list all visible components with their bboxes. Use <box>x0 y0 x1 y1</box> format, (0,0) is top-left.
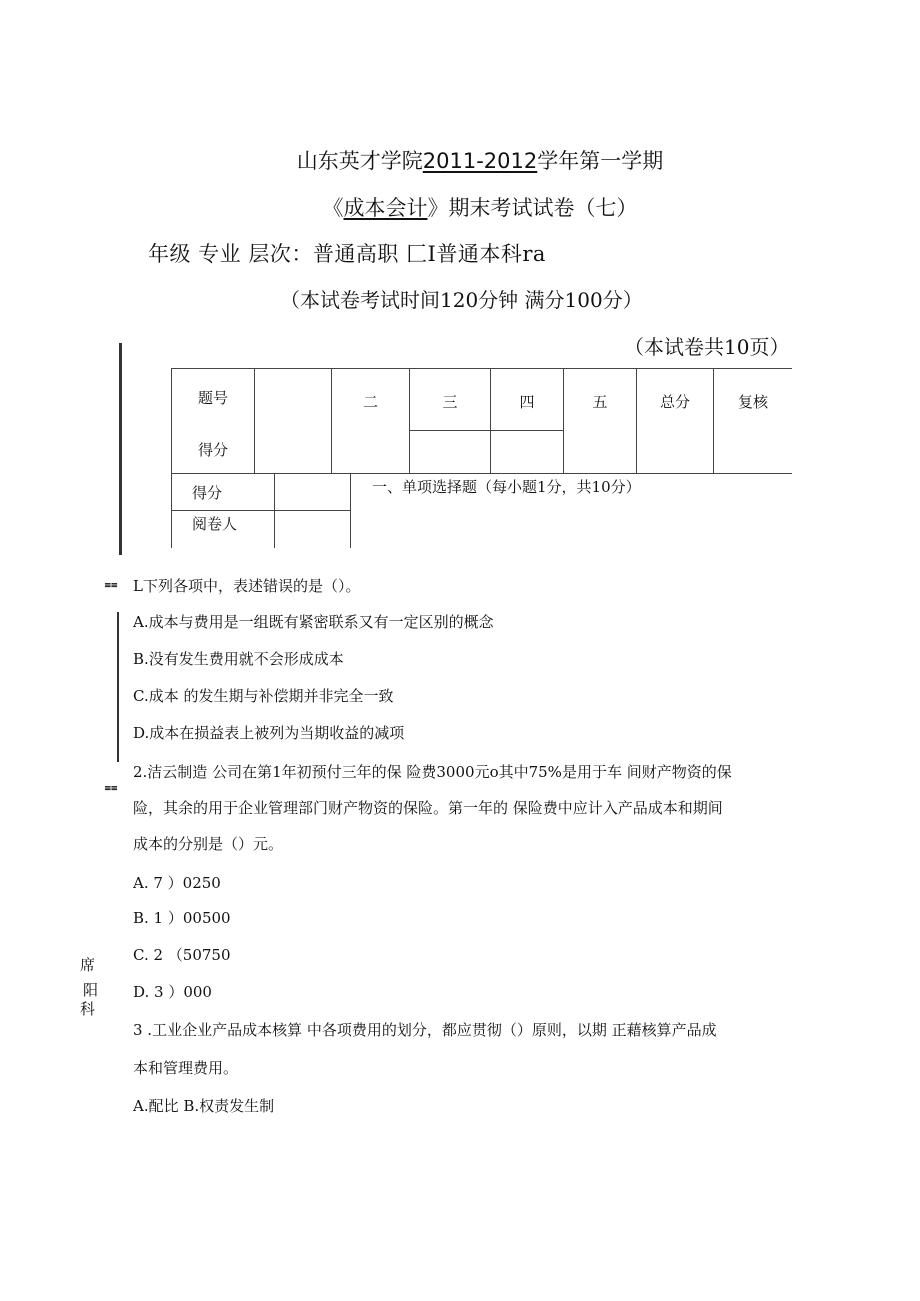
seat-char-top: 席 <box>80 956 96 974</box>
grader-reviewer-label: 阅卷人 <box>172 511 275 548</box>
margin-mark-2: ≡≡ <box>104 784 118 794</box>
question-1-option-b: B.没有发生费用就不会形成成本 <box>133 650 344 668</box>
question-3-stem-line-2: 本和管理费用。 <box>133 1059 239 1077</box>
question-number-header: 题号 <box>197 389 228 407</box>
exam-title <box>0 192 920 222</box>
score-col-5: 五 <box>564 369 637 474</box>
score-table <box>171 368 792 474</box>
title-open-bracket: 《 <box>322 196 344 220</box>
academic-year: 2011-2012 <box>422 149 538 173</box>
question-2-stem-line-2: 险，其余的用于企业管理部门财产物资的保险。第一年的 保险费中应计入产品成本和期间 <box>133 799 723 817</box>
score-cell-3 <box>410 430 491 473</box>
question-1-option-a: A.成本与费用是一组既有紧密联系又有一定区别的概念 <box>133 613 494 631</box>
question-1-stem: L下列各项中，表述错误的是（）。 <box>133 577 361 595</box>
course-name: 成本会计 <box>343 196 428 220</box>
exam-school-term <box>0 145 920 175</box>
margin-mark-1: ≡≡ <box>104 581 118 591</box>
school-name: 山东英才学院 <box>296 149 423 173</box>
title-rest: 》期末考试试卷（七） <box>427 196 638 220</box>
page-count-note: （本试卷共10页） <box>624 335 790 359</box>
seat-char-bot: 科 <box>80 1000 96 1018</box>
score-row-label: 得分 <box>197 441 228 459</box>
grader-table <box>171 473 351 548</box>
grader-reviewer-cell <box>275 511 351 548</box>
question-2-option-d: D. 3 ）000 <box>133 983 212 1001</box>
term-label: 学年第一学期 <box>537 149 664 173</box>
question-3-stem-line-1: 3 .工业企业产品成本核算 中各项费用的划分，都应贯彻（）原则，以期 正藉核算产品成 <box>133 1021 717 1039</box>
seat-char-mid: 阳 <box>83 981 99 999</box>
score-col-3: 三 <box>410 369 491 431</box>
grader-score-label: 得分 <box>172 474 275 511</box>
question-1-option-d: D.成本在损益表上被列为当期收益的减项 <box>133 724 405 742</box>
binding-bar-mid <box>117 612 119 762</box>
question-1-option-c: C.成本 的发生期与补偿期并非完全一致 <box>133 687 394 705</box>
section-title: 一、单项选择题（每小题1分，共10分） <box>372 478 641 496</box>
question-2-stem-line-3: 成本的分别是（）元。 <box>133 835 284 853</box>
score-table-label-cell <box>172 369 255 474</box>
grade-major-level: 年级 专业 层次：普通高职 匚I普通本科ra <box>148 242 546 266</box>
binding-bar-top <box>119 343 122 555</box>
score-col-total: 总分 <box>637 369 714 474</box>
score-col-4: 四 <box>491 369 564 431</box>
question-3-option-ab: A.配比 B.权责发生制 <box>133 1097 275 1115</box>
grader-score-cell <box>275 474 351 511</box>
question-2-stem-line-1: 2.洁云制造 公司在第1年初预付三年的保 险费3000元o其中75%是用于车 间财产物资的保 <box>133 763 732 781</box>
question-2-option-b: B. 1 ）00500 <box>133 909 231 927</box>
score-col-2: 二 <box>332 369 410 474</box>
score-col-1 <box>255 369 332 474</box>
question-2-option-a: A. 7 ）0250 <box>133 874 221 892</box>
question-2-option-c: C. 2 （50750 <box>133 946 231 964</box>
exam-duration-note: （本试卷考试时间120分钟 满分100分） <box>280 288 643 312</box>
score-cell-4 <box>491 430 564 473</box>
score-col-review: 复核 <box>714 369 793 474</box>
